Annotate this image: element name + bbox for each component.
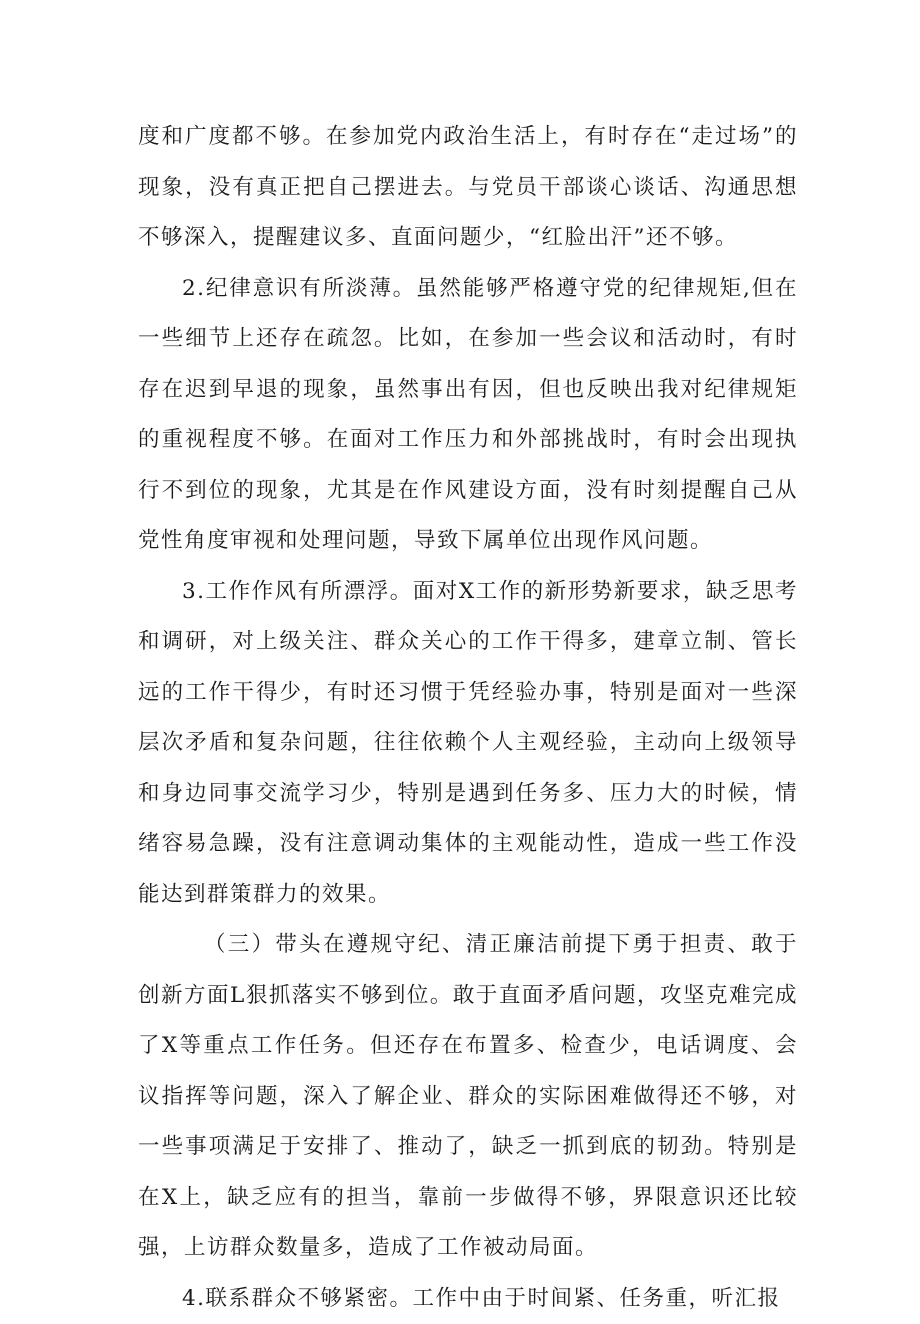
paragraph-section-three: （三）带头在遵规守纪、清正廉洁前提下勇于担责、敢于创新方面L狠抓落实不够到位。敢于直面矛盾问题，攻坚克难完成了X等重点工作任务。但还存在布置多、检查少，电话调度、会议指挥等问题，深入了解企业、群众的实际困难做得还不够，对一些事项满足于安排了、推动了，缺乏一抓到底的韧劲。特别是在X上，缺乏应有的担当，靠前一步做得不够，界限意识还比较强，上访群众数量多，造成了工作被动局面。 [138, 920, 798, 1274]
document-body [138, 112, 798, 1324]
paragraph-discipline-awareness: 2.纪律意识有所淡薄。虽然能够严格遵守党的纪律规矩,但在一些细节上还存在疏忽。比如，在参加一些会议和活动时，有时存在迟到早退的现象，虽然事出有因，但也反映出我对纪律规矩的重视程度不够。在面对工作压力和外部挑战时，有时会出现执行不到位的现象，尤其是在作风建设方面，没有时刻提醒自己从党性角度审视和处理问题，导致下属单位出现作风问题。 [138, 264, 798, 567]
paragraph-work-style: 3.工作作风有所漂浮。面对X工作的新形势新要求，缺乏思考和调研，对上级关注、群众关心的工作干得多，建章立制、管长远的工作干得少，有时还习惯于凭经验办事，特别是面对一些深层次矛盾和复杂问题，往往依赖个人主观经验，主动向上级领导和身边同事交流学习少，特别是遇到任务多、压力大的时候，情绪容易急躁，没有注意调动集体的主观能动性，造成一些工作没能达到群策群力的效果。 [138, 567, 798, 921]
paragraph-continuation: 度和广度都不够。在参加党内政治生活上，有时存在“走过场”的现象，没有真正把自己摆进去。与党员干部谈心谈话、沟通思想不够深入，提醒建议多、直面问题少，“红脸出汗”还不够。 [138, 112, 798, 264]
paragraph-contact-masses: 4.联系群众不够紧密。工作中由于时间紧、任务重，听汇报 [138, 1274, 798, 1324]
